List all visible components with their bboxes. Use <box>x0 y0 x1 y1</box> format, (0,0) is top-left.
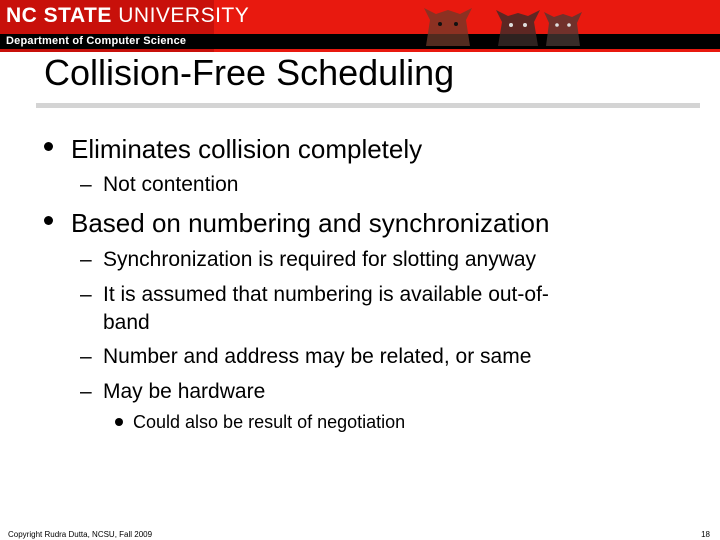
bullet-text: Synchronization is required for slotting anyway <box>103 248 537 271</box>
bullet-marker <box>44 142 53 151</box>
bullet-text: It is assumed that numbering is available out-of-band <box>103 283 549 334</box>
wolf-icon <box>492 6 544 50</box>
bullet-text: Eliminates collision completely <box>71 134 423 164</box>
bullet-marker <box>115 418 123 426</box>
bullet-text: Could also be result of negotiation <box>133 412 406 432</box>
university-name-bold: NC STATE <box>6 4 112 27</box>
copyright-footer: Copyright Rudra Dutta, NCSU, Fall 2009 <box>8 530 153 539</box>
bullet-text: Based on numbering and synchronization <box>71 208 550 238</box>
bullet-text: Not contention <box>103 173 239 196</box>
university-name-light: UNIVERSITY <box>118 4 250 27</box>
bullet-text: May be hardware <box>103 380 266 403</box>
bullet-marker <box>44 216 53 225</box>
department-name: Department of Computer Science <box>6 35 187 47</box>
dash-marker: – <box>80 283 92 306</box>
title-divider <box>36 103 700 108</box>
dash-marker: – <box>80 173 92 196</box>
dash-marker: – <box>80 345 92 368</box>
bullet-text: Number and address may be related, or same <box>103 345 532 368</box>
wolf-icon <box>418 2 478 50</box>
page-number: 18 <box>701 530 710 539</box>
university-logo <box>6 4 249 28</box>
university-banner <box>0 0 720 52</box>
dash-marker: – <box>80 380 92 403</box>
dash-marker: – <box>80 248 92 271</box>
wolf-icon <box>540 8 586 50</box>
slide-title: Collision-Free Scheduling <box>44 52 455 93</box>
